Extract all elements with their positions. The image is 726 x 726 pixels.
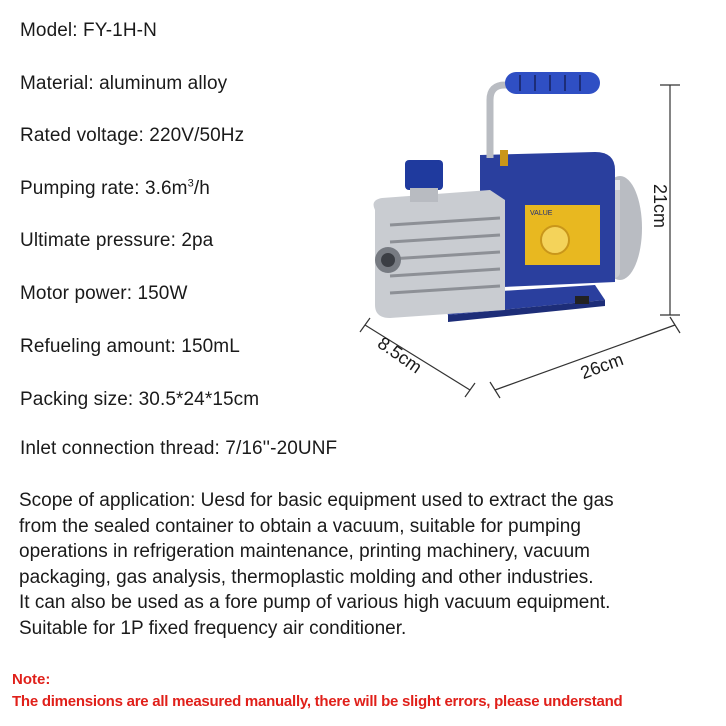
vacuum-pump-illustration xyxy=(330,60,690,420)
product-label-text: VALUE xyxy=(530,210,553,217)
width-dimension-label: 26cm xyxy=(577,349,626,383)
width-dimension-line xyxy=(490,317,680,398)
spec-rated-voltage: Rated voltage: 220V/50Hz xyxy=(20,125,245,146)
spec-pumping-rate xyxy=(20,178,210,200)
spec-pumping-rate-value: Pumping rate: 3.6m xyxy=(20,178,188,199)
spec-model: Model: FY-1H-N xyxy=(20,20,157,41)
scope-line: It can also be used as a fore pump of various high vacuum equipment. xyxy=(19,592,611,613)
height-dimension-label: 21cm xyxy=(650,184,670,229)
scope-line: operations in refrigeration maintenance, printing machinery, vacuum xyxy=(19,541,591,562)
spec-packing-size: Packing size: 30.5*24*15cm xyxy=(20,389,260,410)
inlet-cap xyxy=(405,160,443,190)
rubber-foot xyxy=(575,296,589,304)
spec-inlet-thread: Inlet connection thread: 7/16''-20UNF xyxy=(20,438,338,459)
scope-line: from the sealed container to obtain a vacuum, suitable for pumping xyxy=(19,515,581,537)
note-title: Note: xyxy=(12,671,51,688)
brass-fitting xyxy=(500,150,508,166)
scope-of-application xyxy=(19,488,719,641)
spec-material: Material: aluminum alloy xyxy=(20,73,228,94)
depth-dimension-label: 8.5cm xyxy=(373,332,426,378)
scope-line: Scope of application: Uesd for basic equipment used to extract the gas xyxy=(19,490,614,511)
scope-line: Suitable for 1P fixed frequency air conditioner. xyxy=(19,617,407,639)
spec-motor-power: Motor power: 150W xyxy=(20,283,188,304)
spec-pumping-rate-unit: /h xyxy=(193,178,210,199)
spec-ultimate-pressure: Ultimate pressure: 2pa xyxy=(20,230,214,251)
spec-pumping-rate-exponent: 3 xyxy=(187,177,194,190)
note-text: The dimensions are all measured manually, there will be slight errors, please understand xyxy=(12,693,623,710)
spec-refueling-amount: Refueling amount: 150mL xyxy=(20,336,240,357)
scope-line: packaging, gas analysis, thermoplastic molding and other industries. xyxy=(19,566,594,588)
